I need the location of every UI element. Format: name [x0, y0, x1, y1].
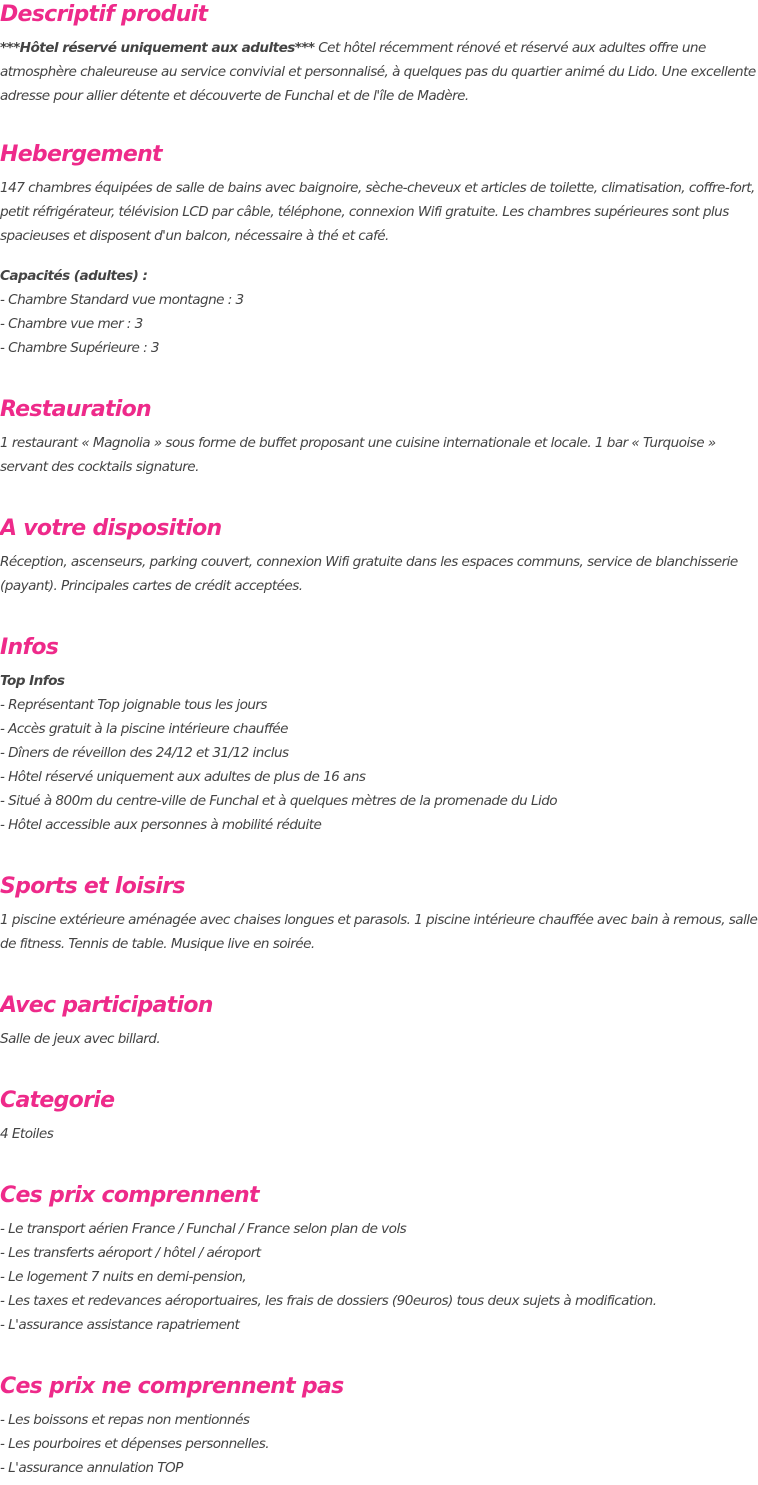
- list-item: - Les pourboires et dépenses personnelles.: [0, 1436, 270, 1452]
- section-descriptif: [0, 0, 758, 140]
- section-title-categorie: Categorie: [0, 1088, 115, 1113]
- section-title-participation: Avec participation: [0, 993, 213, 1018]
- list-item: - Dîners de réveillon des 24/12 et 31/12 inclus: [0, 745, 289, 761]
- list-item: - L'assurance annulation TOP: [0, 1460, 183, 1476]
- list-item: - Le transport aérien France / Funchal / France selon plan de vols: [0, 1221, 407, 1237]
- participation-text: Salle de jeux avec billard.: [0, 1031, 161, 1047]
- restauration-text: 1 restaurant « Magnolia » sous forme de buffet proposant une cuisine internationale et locale. 1 bar « Turquoise » servant des cocktails signature.: [0, 435, 716, 475]
- list-item: - Hôtel accessible aux personnes à mobilité réduite: [0, 817, 322, 833]
- section-disposition: [0, 514, 758, 633]
- sports-text: 1 piscine extérieure aménagée avec chaises longues et parasols. 1 piscine intérieure chauffée avec bain à remous, salle de fitness. Tennis de table. Musique live en soirée.: [0, 912, 758, 952]
- descriptif-bold-intro: ***Hôtel réservé uniquement aux adultes***: [0, 40, 315, 56]
- section-prix-ne-comprennent: [0, 1372, 758, 1480]
- list-item: - Situé à 800m du centre-ville de Funchal et à quelques mètres de la promenade du Lido: [0, 793, 558, 809]
- list-item: - L'assurance assistance rapatriement: [0, 1317, 240, 1333]
- descriptif-body: Cet hôtel récemment rénové et réservé aux adultes offre une atmosphère chaleureuse au service convivial et personnalisé, à quelques pas du quartier animé du Lido. Une excellente adresse pour allier détente et découverte de Funchal et de l'île de Madère.: [0, 40, 756, 104]
- section-title-disposition: A votre disposition: [0, 516, 222, 541]
- section-title-sports: Sports et loisirs: [0, 874, 185, 899]
- section-title-prix-comprennent: Ces prix comprennent: [0, 1183, 259, 1208]
- section-hebergement: [0, 140, 758, 395]
- section-restauration: [0, 395, 758, 514]
- top-infos-title: Top Infos: [0, 673, 65, 689]
- categorie-text: 4 Etoiles: [0, 1126, 54, 1142]
- section-title-hebergement: Hebergement: [0, 142, 162, 167]
- section-participation: [0, 991, 758, 1086]
- section-title-prix-ne-comprennent: Ces prix ne comprennent pas: [0, 1374, 344, 1399]
- prix-comprennent-list: [0, 1217, 758, 1337]
- list-item: - Les taxes et redevances aéroportuaires, les frais de dossiers (90euros) tous deux sujets à modification.: [0, 1293, 657, 1309]
- capacites-title: Capacités (adultes) :: [0, 268, 148, 284]
- infos-list: [0, 693, 758, 837]
- section-categorie: [0, 1086, 758, 1181]
- section-title-restauration: Restauration: [0, 397, 152, 422]
- list-item: - Hôtel réservé uniquement aux adultes de plus de 16 ans: [0, 769, 366, 785]
- section-title-descriptif: Descriptif produit: [0, 2, 208, 27]
- list-item: - Chambre Supérieure : 3: [0, 340, 160, 356]
- list-item: - Représentant Top joignable tous les jours: [0, 697, 267, 713]
- list-item: - Le logement 7 nuits en demi-pension,: [0, 1269, 247, 1285]
- hebergement-text: 147 chambres équipées de salle de bains avec baignoire, sèche-cheveux et articles de toilette, climatisation, coffre-fort, petit réfrigérateur, télévision LCD par câble, téléphone, connexion Wifi gratuite. Les chambres supérieures sont plus spacieuses et disposent d'un balcon, nécessaire à thé et café.: [0, 180, 755, 244]
- list-item: - Les boissons et repas non mentionnés: [0, 1412, 250, 1428]
- section-title-infos: Infos: [0, 635, 59, 660]
- section-sports: [0, 872, 758, 991]
- section-prix-comprennent: [0, 1181, 758, 1372]
- descriptif-text: [0, 36, 758, 108]
- list-item: - Les transferts aéroport / hôtel / aéroport: [0, 1245, 261, 1261]
- list-item: - Chambre vue mer : 3: [0, 316, 143, 332]
- list-item: - Chambre Standard vue montagne : 3: [0, 292, 244, 308]
- capacites-list: [0, 288, 758, 360]
- section-infos: [0, 633, 758, 872]
- prix-ne-comprennent-list: [0, 1408, 758, 1480]
- list-item: - Accès gratuit à la piscine intérieure chauffée: [0, 721, 288, 737]
- disposition-text: Réception, ascenseurs, parking couvert, connexion Wifi gratuite dans les espaces communs, service de blanchisserie (payant). Principales cartes de crédit acceptées.: [0, 554, 738, 594]
